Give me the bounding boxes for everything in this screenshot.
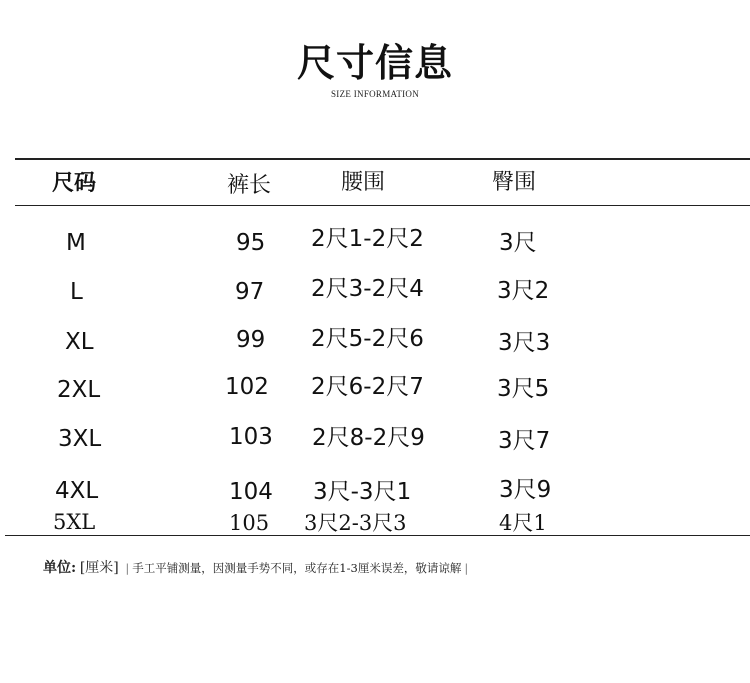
row-4xl-size: 4XL — [55, 478, 99, 504]
table-top-rule — [15, 158, 750, 160]
note-separator-left: | — [125, 561, 130, 575]
row-m-hip: 3尺 — [499, 230, 537, 256]
row-4xl-waist: 3尺-3尺1 — [313, 479, 412, 505]
row-5xl-hip: 4尺1 — [499, 511, 547, 535]
row-2xl-waist: 2尺6-2尺7 — [311, 374, 424, 400]
row-4xl-hip: 3尺9 — [499, 477, 552, 503]
row-2xl-hip: 3尺5 — [497, 376, 550, 402]
page-subtitle: SIZE INFORMATION — [330, 89, 420, 99]
note-text: 手工平铺测量，因测量手势不同，或存在1-3厘米误差，敬请谅解 — [132, 561, 462, 575]
row-5xl-waist: 3尺2-3尺3 — [304, 511, 407, 535]
header-waist: 腰围 — [341, 170, 386, 195]
row-5xl-size: 5XL — [53, 510, 96, 534]
row-l-hip: 3尺2 — [497, 278, 550, 304]
row-3xl-hip: 3尺7 — [498, 428, 551, 454]
row-l-waist: 2尺3-2尺4 — [311, 276, 424, 302]
row-l-size: L — [70, 279, 83, 305]
unit-value: [厘米] — [79, 560, 119, 576]
table-header-rule — [15, 205, 750, 206]
note-separator-right: | — [464, 561, 469, 575]
row-4xl-length: 104 — [229, 479, 273, 505]
row-m-length: 95 — [236, 230, 266, 256]
row-2xl-size: 2XL — [57, 377, 101, 403]
table-bottom-rule — [5, 535, 750, 536]
row-5xl-length: 105 — [229, 511, 270, 535]
header-length: 裤长 — [227, 173, 272, 198]
row-2xl-length: 102 — [225, 374, 269, 400]
row-xl-waist: 2尺5-2尺6 — [311, 326, 424, 352]
header-size: 尺码 — [52, 170, 97, 196]
row-3xl-waist: 2尺8-2尺9 — [312, 425, 425, 451]
row-3xl-length: 103 — [229, 424, 273, 450]
row-m-waist: 2尺1-2尺2 — [311, 226, 424, 252]
measurement-note — [43, 557, 471, 577]
row-xl-size: XL — [65, 329, 94, 355]
row-xl-hip: 3尺3 — [498, 330, 551, 356]
header-hip: 臀围 — [492, 170, 537, 195]
page-title: 尺寸信息 — [296, 40, 453, 85]
row-l-length: 97 — [235, 279, 265, 305]
unit-label: 单位: — [43, 560, 77, 576]
row-xl-length: 99 — [236, 327, 266, 353]
row-3xl-size: 3XL — [58, 426, 102, 452]
row-m-size: M — [66, 230, 86, 256]
